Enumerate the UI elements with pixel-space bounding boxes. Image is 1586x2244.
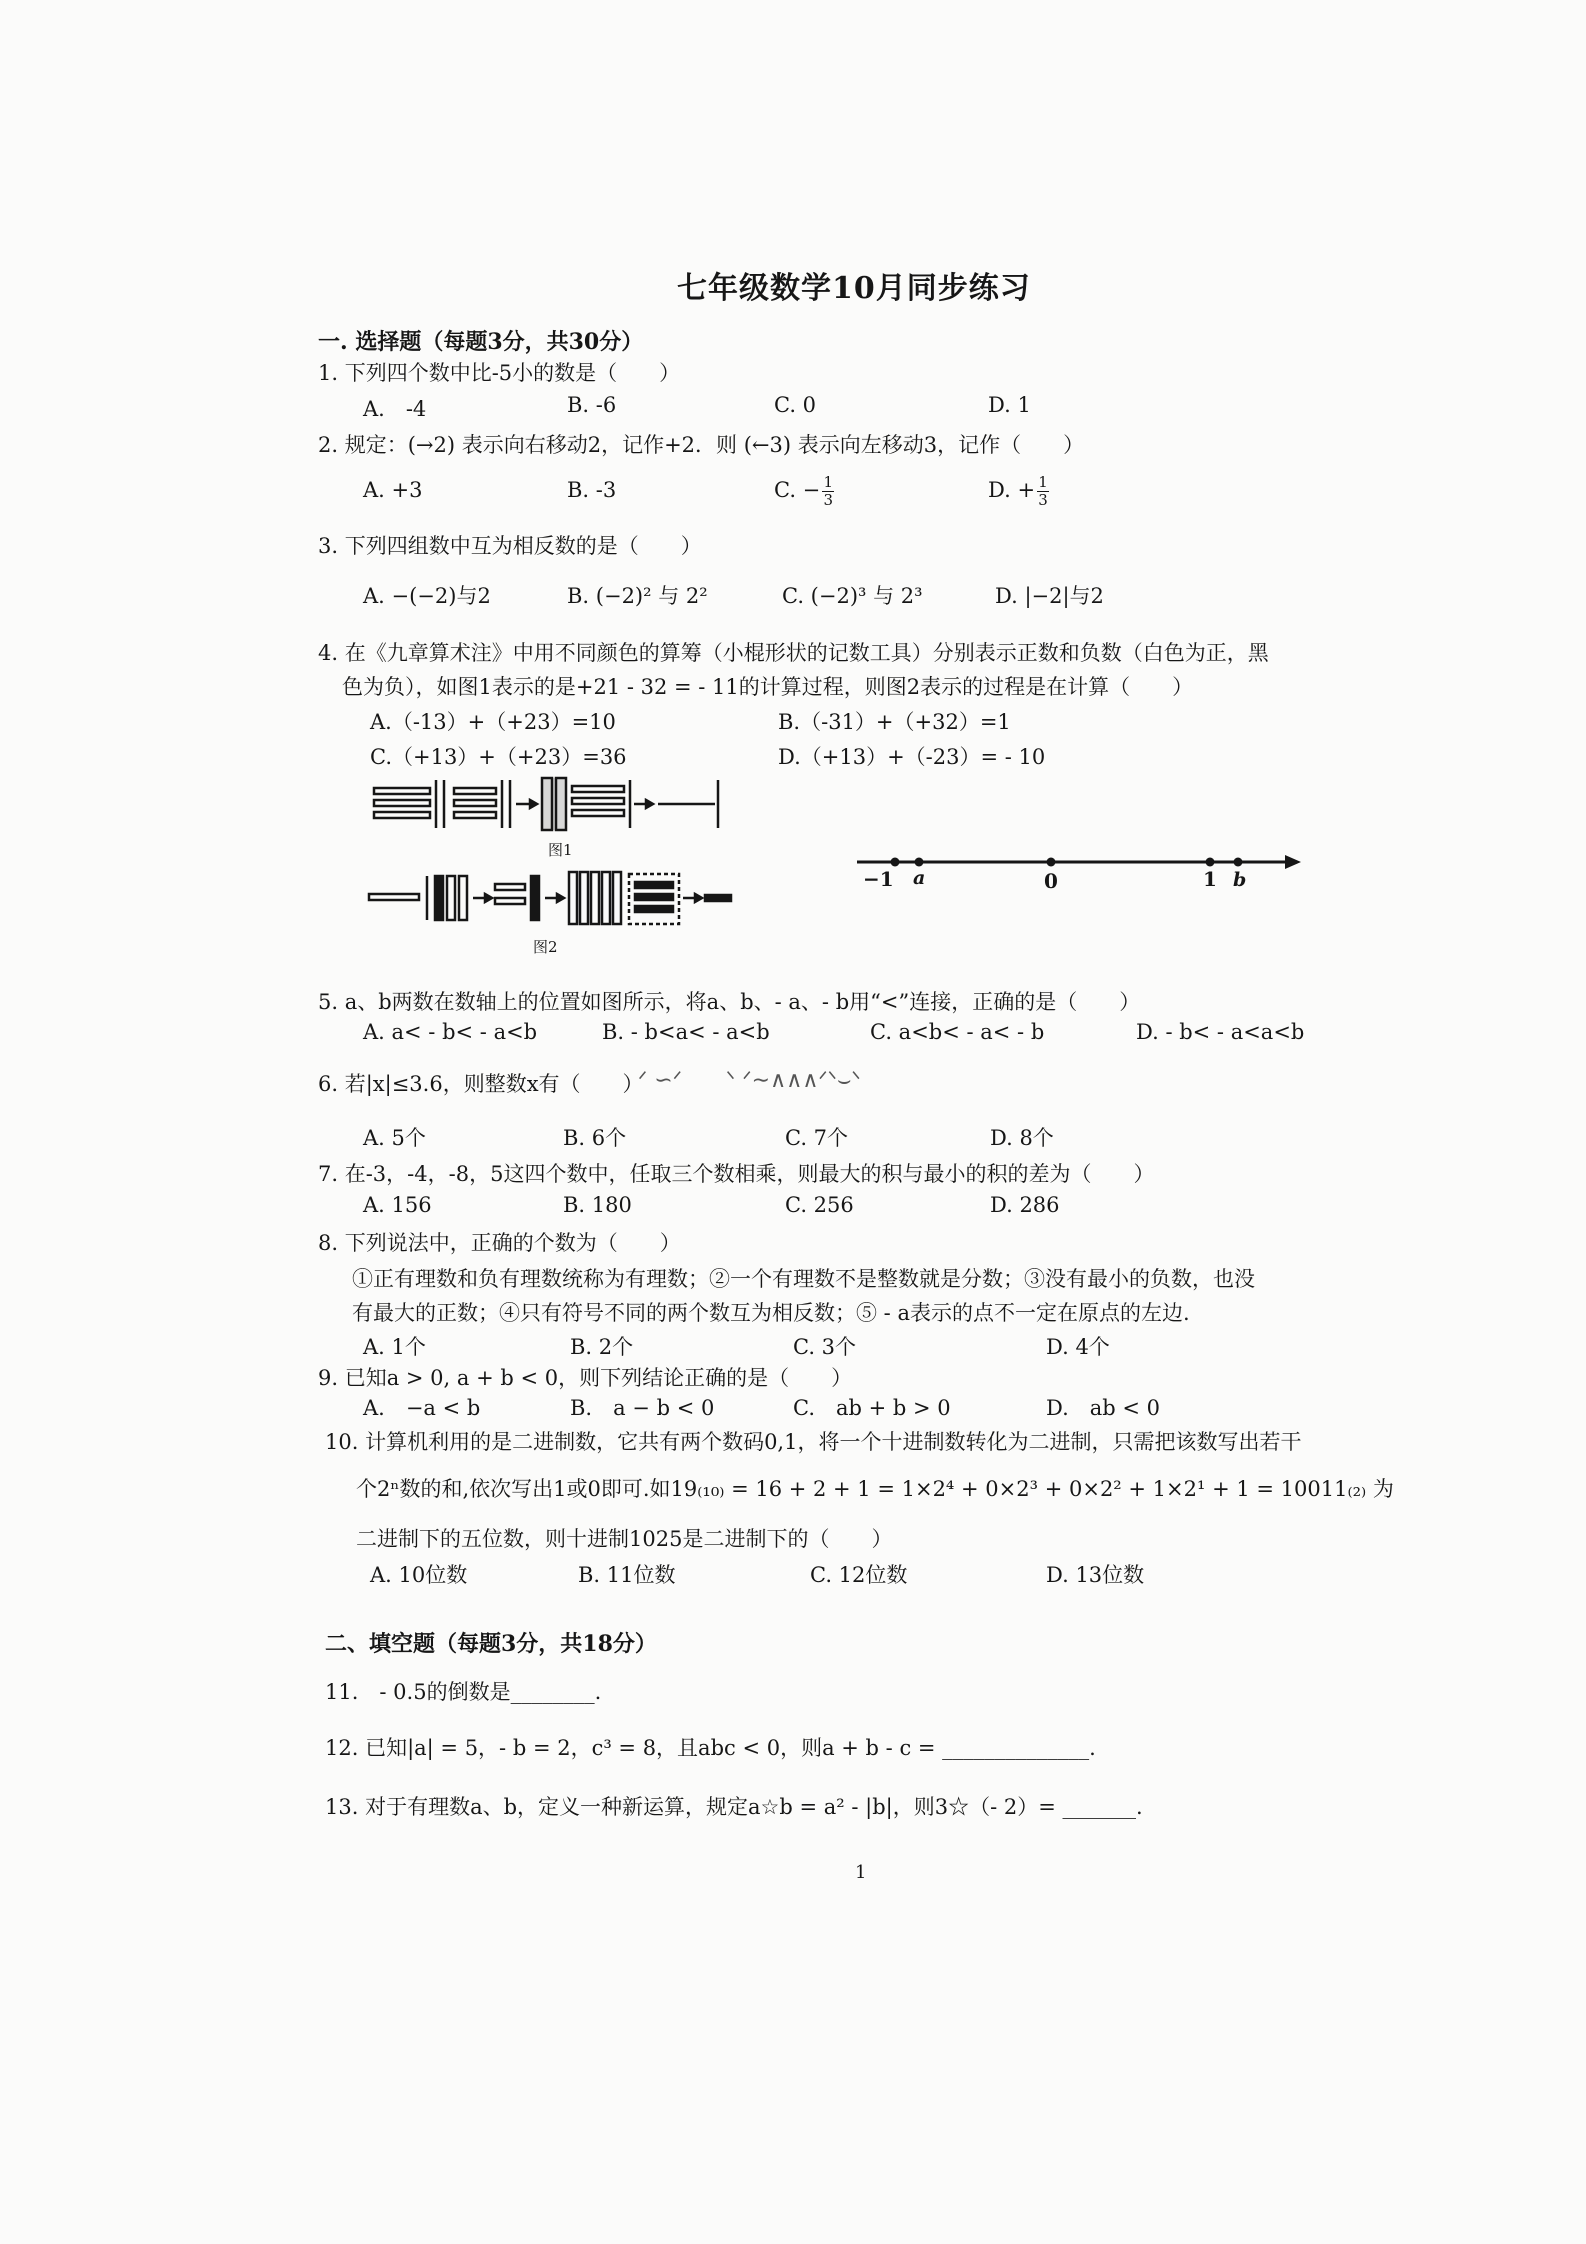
counting-rods-figure-1	[370, 772, 730, 862]
question-3-option-a: A. −(−2)与2	[363, 584, 491, 608]
fraction-numerator: 1	[823, 473, 834, 491]
question-8-option-b: B. 2个	[570, 1335, 634, 1359]
label-minus-one: −1	[863, 867, 894, 891]
question-9-option-c: C. ab + b > 0	[793, 1396, 951, 1420]
question-11: 11. - 0.5的倒数是________.	[325, 1680, 602, 1704]
section-fill-in-heading: 二、填空题（每题3分，共18分）	[325, 1631, 657, 1657]
question-7-option-a: A. 156	[363, 1193, 432, 1217]
figure-2-caption: 图2	[533, 938, 558, 956]
point-b	[1234, 858, 1243, 867]
question-4-option-a: A.（-13）+（+23）=10	[370, 710, 616, 734]
question-4-stem-line-2: 色为负），如图1表示的是+21 - 32 = - 11的计算过程，则图2表示的过程是在计算（ ）	[342, 675, 1194, 699]
question-4-stem-line-1: 4. 在《九章算术注》中用不同颜色的算筹（小棍形状的记数工具）分别表示正数和负数（白色为正，黑	[318, 641, 1269, 665]
question-4-option-c: C.（+13）+（+23）=36	[370, 745, 627, 769]
point-minus-one	[891, 858, 900, 867]
question-2-option-c-label: C. −	[774, 478, 821, 502]
question-3-option-b: B. (−2)² 与 2²	[567, 584, 708, 608]
label-b: b	[1233, 869, 1247, 891]
fraction-denominator: 3	[1038, 491, 1048, 509]
question-10-option-a: A. 10位数	[370, 1563, 468, 1587]
question-12: 12. 已知|a| = 5，- b = 2，c³ = 8，且abc < 0，则a + b - c = ______________.	[325, 1736, 1096, 1760]
section-choice-heading: 一. 选择题（每题3分，共30分）	[318, 329, 644, 355]
question-8-statement-line-2: 有最大的正数；④只有符号不同的两个数互为相反数；⑤ - a表示的点不一定在原点的左边.	[352, 1301, 1190, 1325]
fraction-numerator: 1	[1038, 473, 1048, 491]
handwritten-scribble: ᐟ ∽ᐟ ᐠ ᐟ∼∧∧∧ᐟᐠ⌣ᐠ	[638, 1068, 861, 1093]
page-title: 七年级数学10月同步练习	[677, 271, 1031, 306]
question-13: 13. 对于有理数a、b，定义一种新运算，规定a☆b = a² - |b|，则3☆（- 2）= _______.	[325, 1795, 1143, 1819]
question-7-option-c: C. 256	[785, 1193, 854, 1217]
question-6-option-c: C. 7个	[785, 1126, 849, 1150]
question-2-option-c	[774, 475, 834, 508]
question-10-stem-line-2: 个2ⁿ数的和,依次写出1或0即可.如19₍₁₀₎ = 16 + 2 + 1 = 1×2⁴ + 0×2³ + 0×2² + 1×2¹ + 1 = 10011₍₂₎ 为	[356, 1477, 1394, 1501]
question-7-stem: 7. 在-3，-4，-8，5这四个数中，任取三个数相乘，则最大的积与最小的积的差为（ ）	[318, 1162, 1155, 1186]
question-9-stem: 9. 已知a > 0, a + b < 0，则下列结论正确的是（ ）	[318, 1366, 853, 1390]
question-6-stem: 6. 若|x|≤3.6，则整数x有（ ）	[318, 1072, 644, 1096]
question-5-option-b: B. - b<a< - a<b	[602, 1020, 770, 1044]
question-9-option-a: A. −a < b	[363, 1396, 481, 1420]
question-2-option-b: B. -3	[567, 478, 617, 502]
question-2-option-d	[988, 475, 1049, 508]
question-3-option-c: C. (−2)³ 与 2³	[782, 584, 923, 608]
question-10-option-b: B. 11位数	[578, 1563, 676, 1587]
fraction-one-third	[1037, 475, 1049, 508]
question-1-option-b: B. -6	[567, 393, 617, 417]
point-a	[915, 858, 924, 867]
question-4-option-d: D.（+13）+（-23）= - 10	[778, 745, 1046, 769]
question-6-option-b: B. 6个	[563, 1126, 627, 1150]
question-1-option-a: A. -4	[363, 397, 427, 421]
question-8-stem: 8. 下列说法中，正确的个数为（ ）	[318, 1231, 681, 1255]
number-line	[855, 840, 1305, 900]
label-one: 1	[1203, 867, 1217, 891]
question-8-option-d: D. 4个	[1046, 1335, 1110, 1359]
question-5-option-c: C. a<b< - a< - b	[870, 1020, 1045, 1044]
question-10-stem-line-1: 10. 计算机利用的是二进制数，它共有两个数码0,1，将一个十进制数转化为二进制，只需把该数写出若干	[325, 1430, 1302, 1454]
question-8-option-c: C. 3个	[793, 1335, 857, 1359]
question-5-option-a: A. a< - b< - a<b	[363, 1020, 538, 1044]
question-1-option-d: D. 1	[988, 393, 1031, 417]
question-5-option-d: D. - b< - a<a<b	[1136, 1020, 1305, 1044]
question-6-option-d: D. 8个	[990, 1126, 1054, 1150]
question-7-option-d: D. 286	[990, 1193, 1060, 1217]
fraction-denominator: 3	[823, 491, 834, 509]
figure-1-caption: 图1	[548, 841, 573, 859]
question-6-option-a: A. 5个	[363, 1126, 426, 1150]
question-3-stem: 3. 下列四组数中互为相反数的是（ ）	[318, 534, 702, 558]
question-10-option-d: D. 13位数	[1046, 1563, 1145, 1587]
question-1-option-c: C. 0	[774, 393, 817, 417]
question-4-option-b: B.（-31）+（+32）=1	[778, 710, 1011, 734]
question-2-stem: 2. 规定：(→2) 表示向右移动2，记作+2．则 (←3) 表示向左移动3，记作（ ）	[318, 433, 1085, 457]
label-a: a	[913, 867, 926, 889]
counting-rods-figure-2	[365, 866, 735, 958]
question-10-option-c: C. 12位数	[810, 1563, 908, 1587]
question-8-option-a: A. 1个	[363, 1335, 426, 1359]
question-2-option-d-label: D. +	[988, 478, 1036, 502]
question-1-stem: 1. 下列四个数中比-5小的数是（ ）	[318, 361, 681, 385]
question-3-option-d: D. |−2|与2	[995, 584, 1104, 608]
question-10-stem-line-3: 二进制下的五位数，则十进制1025是二进制下的（ ）	[356, 1527, 893, 1551]
question-9-option-d: D. ab < 0	[1046, 1396, 1161, 1420]
fraction-one-third	[822, 475, 834, 508]
question-5-stem: 5. a、b两数在数轴上的位置如图所示，将a、b、- a、- b用“<”连接，正确的是（ ）	[318, 990, 1141, 1014]
label-zero: 0	[1044, 869, 1058, 893]
question-8-statement-line-1: ①正有理数和负有理数统称为有理数；②一个有理数不是整数就是分数；③没有最小的负数，也没	[352, 1267, 1255, 1291]
question-2-option-a: A. +3	[363, 478, 423, 502]
page-number: 1	[855, 1862, 867, 1883]
point-one	[1206, 858, 1215, 867]
point-zero	[1047, 858, 1056, 867]
question-7-option-b: B. 180	[563, 1193, 632, 1217]
question-9-option-b: B. a − b < 0	[570, 1396, 715, 1420]
